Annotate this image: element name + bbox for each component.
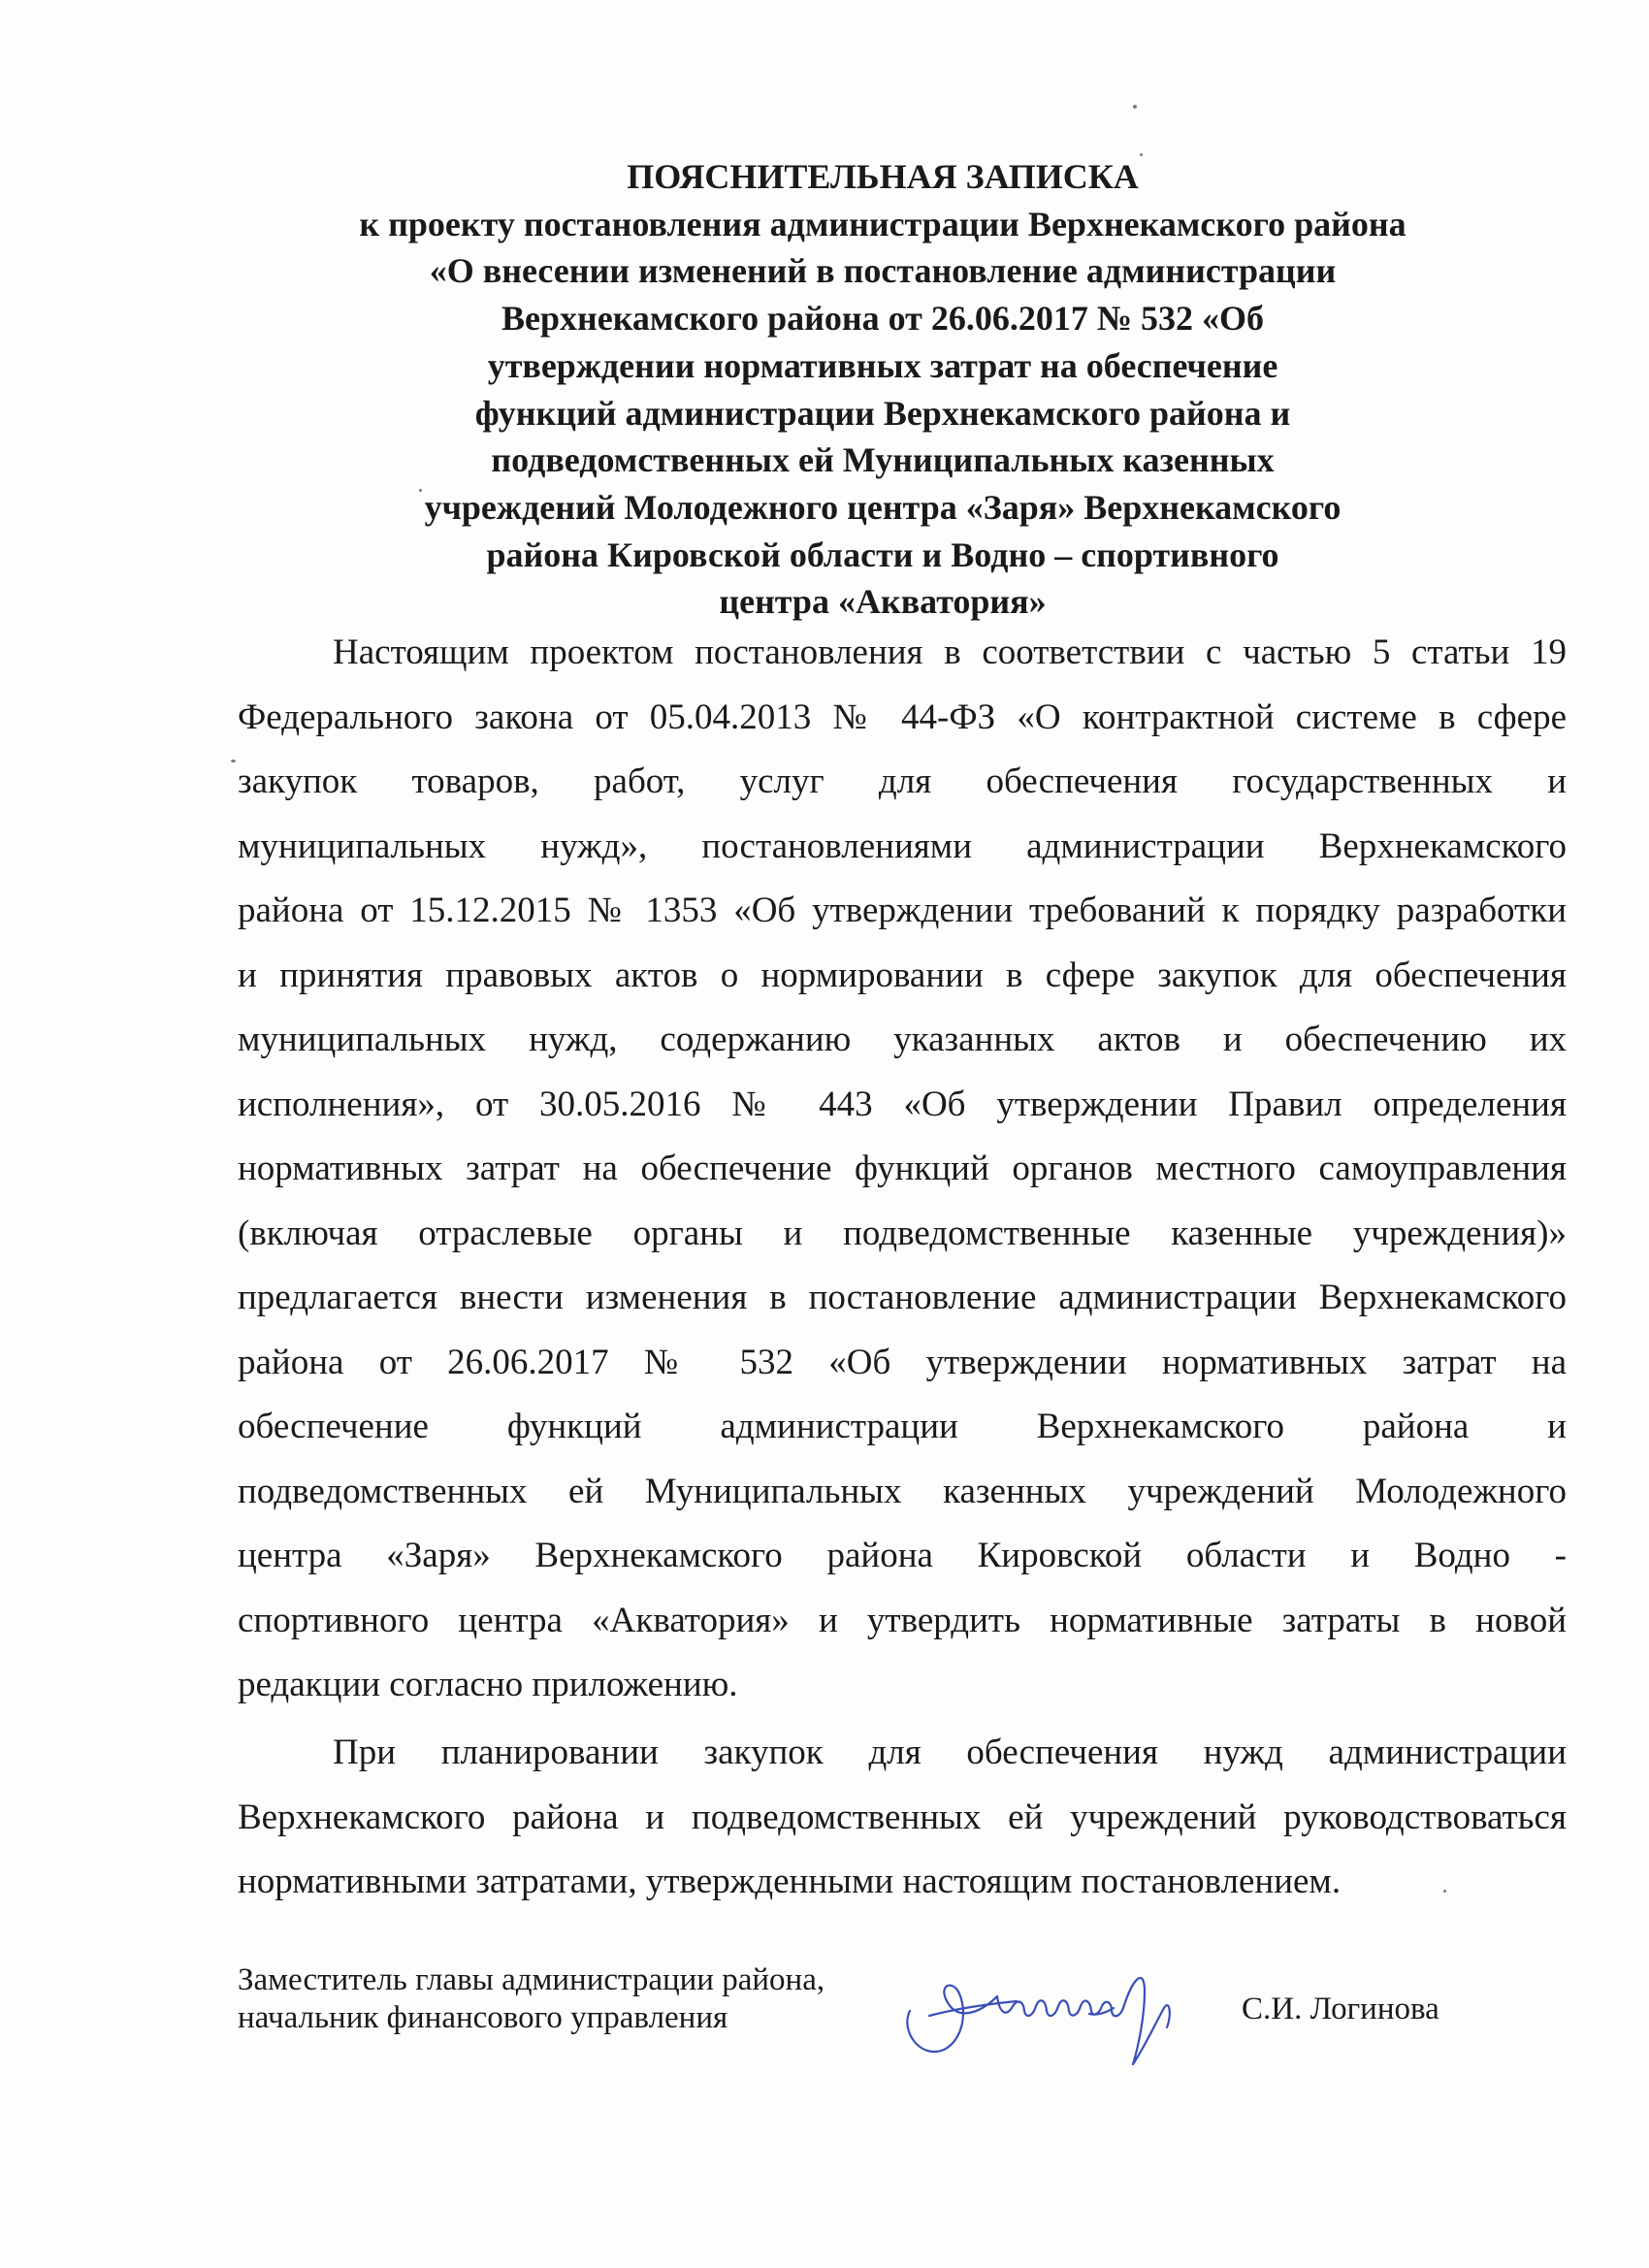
body-line: исполнения», от 30.05.2016 № 443 «Об утверждении Правил определения [238, 1084, 1567, 1124]
body-line: редакции согласно приложению. [238, 1665, 738, 1704]
title-line: Верхнекамского района от 26.06.2017 № 532 «Об [501, 299, 1265, 339]
body-line: центра «Заря» Верхнекамского района Кировской области и Водно - [238, 1536, 1567, 1575]
body-line: закупок товаров, работ, услуг для обеспечения государственных и [238, 761, 1567, 801]
signatory-name: С.И. Логинова [1242, 1992, 1439, 2026]
body-line: предлагается внести изменения в постановление администрации Верхнекамского [238, 1278, 1567, 1317]
title-line: учреждений Молодежного центра «Заря» Верхнекамского [424, 487, 1342, 527]
handwritten-signature-icon [890, 1958, 1201, 2074]
body-line: района от 26.06.2017 № 532 «Об утверждении нормативных затрат на [238, 1342, 1567, 1382]
scan-speck [1140, 153, 1143, 156]
title-line: района Кировской области и Водно – спортивного [486, 535, 1279, 574]
body-paragraph-2 [238, 1721, 1567, 1915]
title-line: функций администрации Верхнекамского района и [474, 393, 1291, 433]
body-line: нормативных затрат на обеспечение функций органов местного самоуправления [238, 1149, 1567, 1188]
title-line: подведомственных ей Муниципальных казенных [491, 440, 1275, 480]
body-line: При планировании закупок для обеспечения нужд администрации [333, 1733, 1567, 1772]
scan-speck [419, 489, 422, 492]
body-line: обеспечение функций администрации Верхнекамского района и [238, 1407, 1567, 1446]
body-line: подведомственных ей Муниципальных казенных учреждений Молодежного [238, 1471, 1567, 1511]
body-line: спортивного центра «Акватория» и утвердить нормативные затраты в новой [238, 1600, 1567, 1640]
position-line: Заместитель главы администрации района, [238, 1962, 825, 1997]
scan-speck [1443, 1890, 1446, 1893]
title-line: «О внесении изменений в постановление администрации [429, 251, 1337, 291]
body-line: нормативными затратами, утвержденными настоящим постановлением. [238, 1862, 1342, 1901]
body-line: Верхнекамского района и подведомственных ей учреждений руководствоваться [238, 1797, 1567, 1837]
title-line: утверждении нормативных затрат на обеспечение [487, 345, 1278, 385]
title-line: центра «Акватория» [719, 582, 1047, 622]
body-line: района от 15.12.2015 № 1353 «Об утверждении требований к порядку разработки [238, 891, 1567, 930]
scan-speck [231, 760, 236, 762]
position-line: начальник финансового управления [238, 2000, 728, 2035]
body-line: муниципальных нужд, содержанию указанных актов и обеспечению их [238, 1020, 1567, 1059]
scan-speck [1133, 105, 1137, 109]
body-line: (включая отраслевые органы и подведомственные казенные учреждения)» [238, 1213, 1567, 1253]
document-title [291, 153, 1474, 626]
body-line: Федерального закона от 05.04.2013 № 44-ФЗ «О контрактной системе в сфере [238, 697, 1567, 737]
body-line: муниципальных нужд», постановлениями администрации Верхнекамского [238, 826, 1567, 866]
title-line: к проекту постановления администрации Верхнекамского района [359, 204, 1406, 243]
title-line: ПОЯСНИТЕЛЬНАЯ ЗАПИСКА [627, 157, 1139, 196]
body-paragraph-1 [238, 621, 1567, 1718]
body-line: Настоящим проектом постановления в соответствии с частью 5 статьи 19 [333, 632, 1567, 672]
body-line: и принятия правовых актов о нормировании в сфере закупок для обеспечения [238, 955, 1567, 995]
